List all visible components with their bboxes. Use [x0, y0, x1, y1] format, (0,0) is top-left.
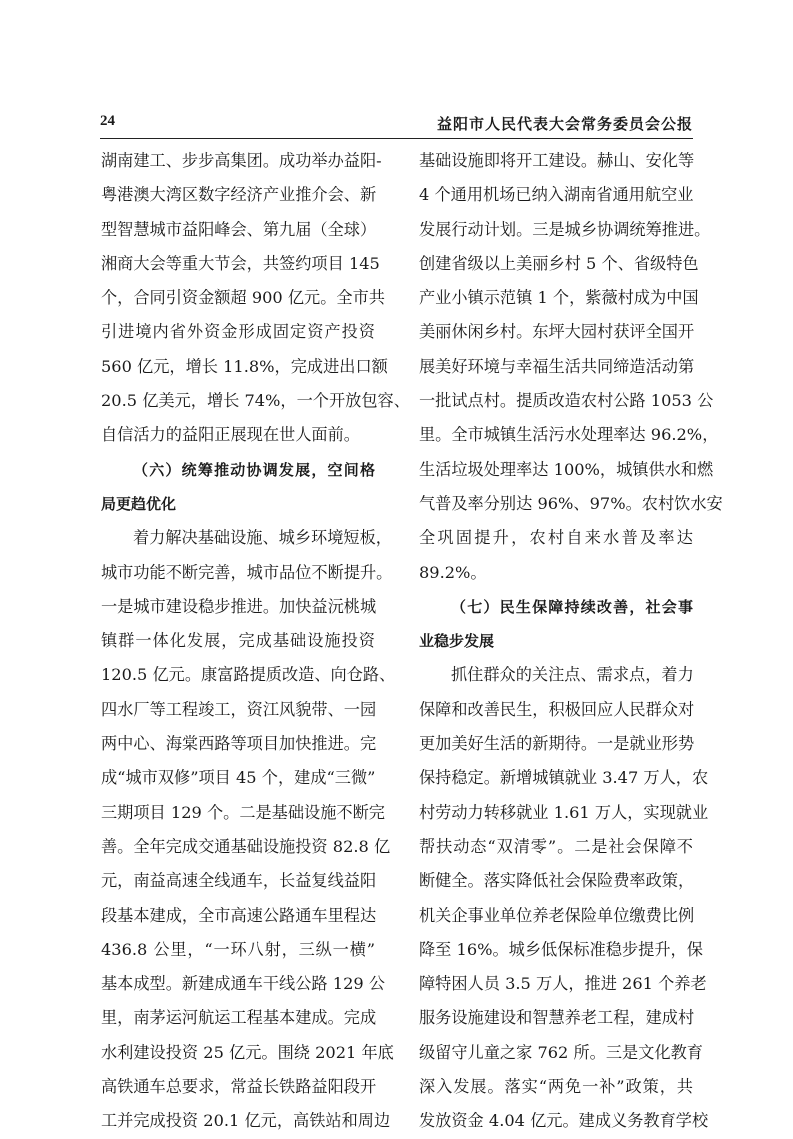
- body-text-line: 粤港澳大湾区数字经济产业推介会、新: [101, 185, 377, 205]
- body-text-line: 120.5 亿元。康富路提质改造、向仓路、: [101, 665, 396, 685]
- body-text-line: 引进境内省外资金形成固定资产投资: [101, 322, 375, 342]
- body-text-line: 自信活力的益阳正展现在世人面前。: [101, 425, 360, 445]
- body-text-line: 段基本建成，全市高速公路通车里程达: [101, 905, 377, 925]
- right-text-column: [419, 144, 723, 1139]
- body-text-line: 里。全市城镇生活污水处理率达 96.2%，: [419, 425, 719, 445]
- body-text-line: 一批试点村。提质改造农村公路 1053 公: [419, 391, 714, 411]
- body-text-line: 发放资金 4.04 亿元。建成义务教育学校: [419, 1111, 709, 1131]
- body-text-line: 里，南茅运河航运工程基本建成。完成: [101, 1008, 377, 1028]
- body-text-line: 级留守儿童之家 762 所。三是文化教育: [419, 1042, 703, 1062]
- body-text-line: 障特困人员 3.5 万人，推进 261 个养老: [419, 974, 707, 994]
- section-heading-line: 业稳步发展: [419, 632, 495, 651]
- body-text-line: 保持稳定。新增城镇就业 3.47 万人，农: [419, 768, 709, 788]
- body-text-line: 创建省级以上美丽乡村 5 个、省级特色: [419, 253, 699, 273]
- body-text-line: 展美好环境与幸福生活共同缔造活动第: [419, 356, 695, 376]
- body-text-line: 善。全年完成交通基础设施投资 82.8 亿: [101, 836, 391, 856]
- body-text-line: 成“城市双修”项目 45 个，建成“三微”: [101, 768, 376, 788]
- section-heading-line: （七）民生保障持续改善，社会事: [451, 597, 693, 616]
- body-text-line: 降至 16%。城乡低保标准稳步提升，保: [419, 939, 703, 959]
- body-text-line: 服务设施建设和智慧养老工程，建成村: [419, 1008, 695, 1028]
- body-text-line: 城市功能不断完善，城市品位不断提升。: [101, 562, 393, 582]
- body-text-line: 村劳动力转移就业 1.61 万人，实现就业: [419, 802, 709, 822]
- body-text-line: 保障和改善民生，积极回应人民群众对: [419, 699, 695, 719]
- section-heading-line: 局更趋优化: [101, 494, 177, 513]
- body-text-line: 镇群一体化发展，完成基础设施投资: [101, 631, 375, 651]
- body-text-line: 着力解决基础设施、城乡环境短板，: [133, 528, 392, 548]
- body-text-line: 436.8 公里，“一环八射，三纵一横”: [101, 939, 375, 959]
- body-text-line: 89.2%。: [419, 562, 487, 582]
- body-text-line: 全巩固提升，农村自来水普及率达: [419, 528, 693, 548]
- body-text-line: 产业小镇示范镇 1 个，紫薇村成为中国: [419, 288, 699, 308]
- body-text-line: 4 个通用机场已纳入湖南省通用航空业: [419, 185, 694, 205]
- body-text-line: 生活垃圾处理率达 100%，城镇供水和燃: [419, 459, 714, 479]
- left-text-column: [101, 144, 410, 1139]
- body-text-line: 个，合同引资金额超 900 亿元。全市共: [101, 288, 385, 308]
- body-text-line: 一是城市建设稳步推进。加快益沅桃城: [101, 596, 377, 616]
- page-number: 24: [100, 113, 115, 129]
- page-header: [100, 113, 693, 137]
- body-text-line: 断健全。落实降低社会保险费率政策，: [419, 871, 695, 891]
- header-rule: [100, 138, 693, 139]
- body-text-line: 三期项目 129 个。二是基础设施不断完: [101, 802, 385, 822]
- body-text-line: 基本成型。新建成通车干线公路 129 公: [101, 974, 385, 994]
- body-text-line: 深入发展。落实“两免一补”政策，共: [419, 1077, 693, 1097]
- body-text-line: 型智慧城市益阳峰会、第九届（全球）: [101, 219, 377, 239]
- body-text-line: 发展行动计划。三是城乡协调统筹推进。: [419, 219, 711, 239]
- body-text-line: 560 亿元，增长 11.8%，完成进出口额: [101, 356, 388, 376]
- body-text-line: 20.5 亿美元，增长 74%，一个开放包容、: [101, 391, 410, 411]
- body-text-line: 工并完成投资 20.1 亿元，高铁站和周边: [101, 1111, 391, 1131]
- body-text-line: 更加美好生活的新期待。一是就业形势: [419, 734, 695, 754]
- running-title: 益阳市人民代表大会常务委员会公报: [436, 115, 693, 133]
- section-heading-line: （六）统筹推动协调发展，空间格: [133, 460, 375, 479]
- body-text-line: 帮扶动态“双清零”。二是社会保障不: [419, 836, 693, 856]
- body-text-line: 湖南建工、步步高集团。成功举办益阳-: [101, 151, 382, 170]
- body-text-line: 湘商大会等重大节会，共签约项目 145: [101, 253, 380, 273]
- body-text-line: 水利建设投资 25 亿元。围绕 2021 年底: [101, 1042, 394, 1062]
- body-text-line: 机关企事业单位养老保险单位缴费比例: [419, 905, 695, 925]
- body-text-line: 抓住群众的关注点、需求点，着力: [451, 665, 694, 685]
- body-text-line: 元，南益高速全线通车，长益复线益阳: [101, 871, 377, 891]
- body-text-line: 四水厂等工程竣工，资江风貌带、一园: [101, 699, 377, 719]
- body-text-line: 气普及率分别达 96%、97%。农村饮水安: [419, 493, 723, 513]
- body-text-line: 美丽休闲乡村。东坪大园村获评全国开: [419, 322, 695, 342]
- body-text-line: 高铁通车总要求，常益长铁路益阳段开: [101, 1077, 377, 1097]
- body-text-line: 基础设施即将开工建设。赫山、安化等: [419, 151, 695, 170]
- body-text-line: 两中心、海棠西路等项目加快推进。完: [101, 734, 377, 754]
